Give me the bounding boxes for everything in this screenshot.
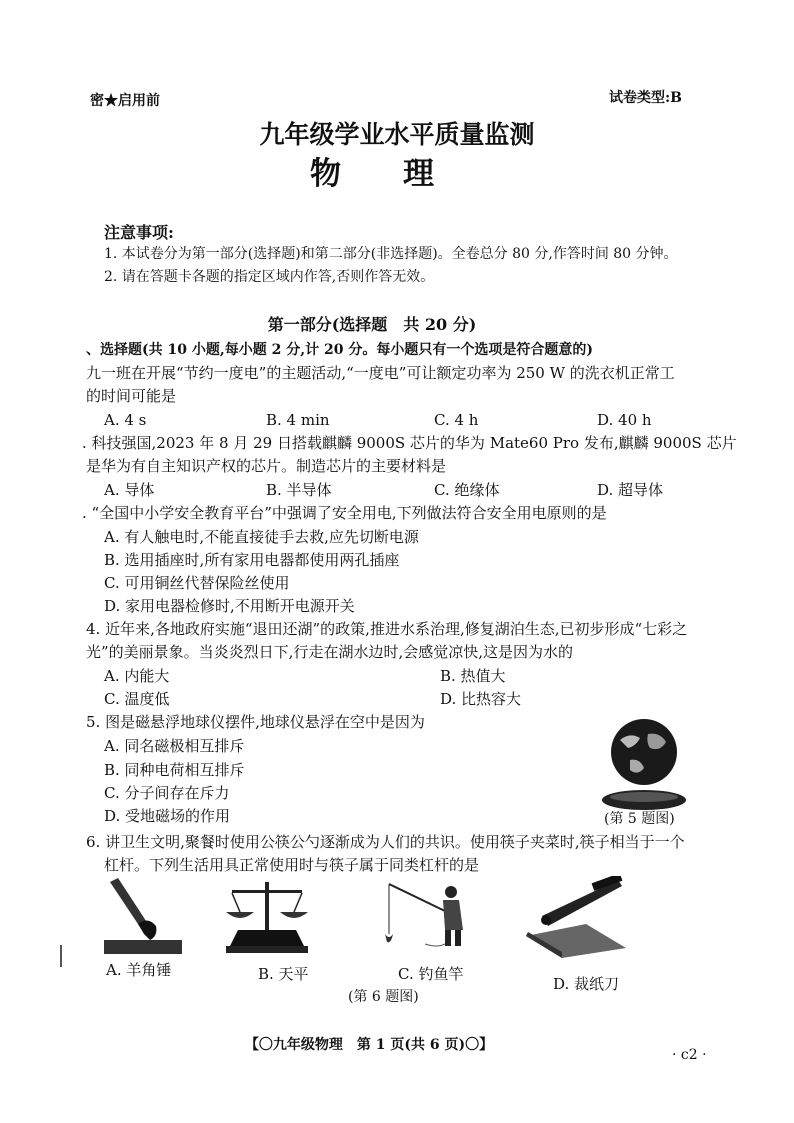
question-4-option-d: D. 比热容大 xyxy=(440,690,522,708)
question-6-option-b: B. 天平 xyxy=(258,965,309,983)
question-4-option-a: A. 内能大 xyxy=(104,667,170,685)
question-1-option-d: D. 40 h xyxy=(597,411,652,429)
notice-item: 1. 本试卷分为第一部分(选择题)和第二部分(非选择题)。全卷总分 80 分,作答时间 80 分钟。 xyxy=(104,246,678,262)
question-2-option-b: B. 半导体 xyxy=(266,481,332,499)
question-5-option-d: D. 受地磁场的作用 xyxy=(104,807,231,825)
question-5-option-c: C. 分子间存在斥力 xyxy=(104,784,230,802)
question-2-option-c: C. 绝缘体 xyxy=(434,481,500,499)
question-6-stem: 杠杆。下列生活用具正常使用时与筷子属于同类杠杆的是 xyxy=(104,856,480,874)
exam-title: 九年级学业水平质量监测 xyxy=(259,120,535,149)
page-mark: · c2 · xyxy=(672,1047,707,1063)
fishing-rod-figure xyxy=(385,878,475,953)
question-6-option-c: C. 钓鱼竿 xyxy=(398,965,464,983)
figure-5-caption: (第 5 题图) xyxy=(604,811,675,827)
question-1-stem: 的时间可能是 xyxy=(86,387,177,405)
question-2-stem: . 科技强国,2023 年 8 月 29 日搭载麒麟 9000S 芯片的华为 Mate60 Pro 发布,麒麟 9000S 芯片 xyxy=(82,434,737,452)
paper-cutter-figure xyxy=(522,876,632,958)
question-3-option-b: B. 选用插座时,所有家用电器都使用两孔插座 xyxy=(104,551,400,569)
question-6-option-d: D. 裁纸刀 xyxy=(553,975,620,993)
question-1-stem: 九一班在开展“节约一度电”的主题活动,“一度电”可让额定功率为 250 W 的洗衣机正常工 xyxy=(86,364,675,382)
question-1-option-b: B. 4 min xyxy=(266,411,330,429)
question-4-option-b: B. 热值大 xyxy=(440,667,506,685)
claw-hammer-figure xyxy=(104,878,184,958)
question-4-stem: 光”的美丽景象。当炎炎烈日下,行走在湖水边时,会感觉凉快,这是因为水的 xyxy=(86,643,573,661)
section-title: 第一部分(选择题 共 20 分) xyxy=(267,315,477,334)
question-5-option-b: B. 同种电荷相互排斥 xyxy=(104,761,245,779)
notice-heading: 注意事项: xyxy=(104,223,174,242)
question-4-stem: 4. 近年来,各地政府实施“退田还湖”的政策,推进水系治理,修复湖泊生态,已初步形成“七彩之 xyxy=(86,620,688,638)
question-5-stem: 5. 图是磁悬浮地球仪摆件,地球仪悬浮在空中是因为 xyxy=(86,713,425,731)
subject-title: 物 理 xyxy=(310,156,434,192)
figure-6-caption: (第 6 题图) xyxy=(348,989,419,1005)
notice-item: 2. 请在答题卡各题的指定区域内作答,否则作答无效。 xyxy=(104,269,435,285)
question-2-option-d: D. 超导体 xyxy=(597,481,664,499)
question-5-option-a: A. 同名磁极相互排斥 xyxy=(104,737,245,755)
section-instruction: 、选择题(共 10 小题,每小题 2 分,计 20 分。每小题只有一个选项是符合题意的) xyxy=(86,342,593,358)
question-3-option-d: D. 家用电器检修时,不用断开电源开关 xyxy=(104,597,355,615)
question-1-option-a: A. 4 s xyxy=(104,411,147,429)
question-6-option-a: A. 羊角锤 xyxy=(106,961,172,979)
paper-type: 试卷类型:B xyxy=(608,90,682,106)
margin-mark xyxy=(60,945,62,967)
question-4-option-c: C. 温度低 xyxy=(104,690,170,708)
page-footer: 【〇九年级物理 第 1 页(共 6 页)〇】 xyxy=(244,1037,494,1053)
question-2-option-a: A. 导体 xyxy=(104,481,155,499)
secret-label: 密★启用前 xyxy=(90,93,160,109)
question-1-option-c: C. 4 h xyxy=(434,411,479,429)
maglev-globe-figure xyxy=(600,712,690,812)
question-3-option-a: A. 有人触电时,不能直接徒手去救,应先切断电源 xyxy=(104,528,419,546)
question-3-option-c: C. 可用铜丝代替保险丝使用 xyxy=(104,574,290,592)
question-6-stem: 6. 讲卫生文明,聚餐时使用公筷公勺逐渐成为人们的共识。使用筷子夹菜时,筷子相当于一个 xyxy=(86,833,685,851)
question-3-stem: . “全国中小学安全教育平台”中强调了安全用电,下列做法符合安全用电原则的是 xyxy=(82,504,607,522)
question-2-stem: 是华为有自主知识产权的芯片。制造芯片的主要材料是 xyxy=(86,457,447,475)
balance-scale-figure xyxy=(222,880,312,955)
